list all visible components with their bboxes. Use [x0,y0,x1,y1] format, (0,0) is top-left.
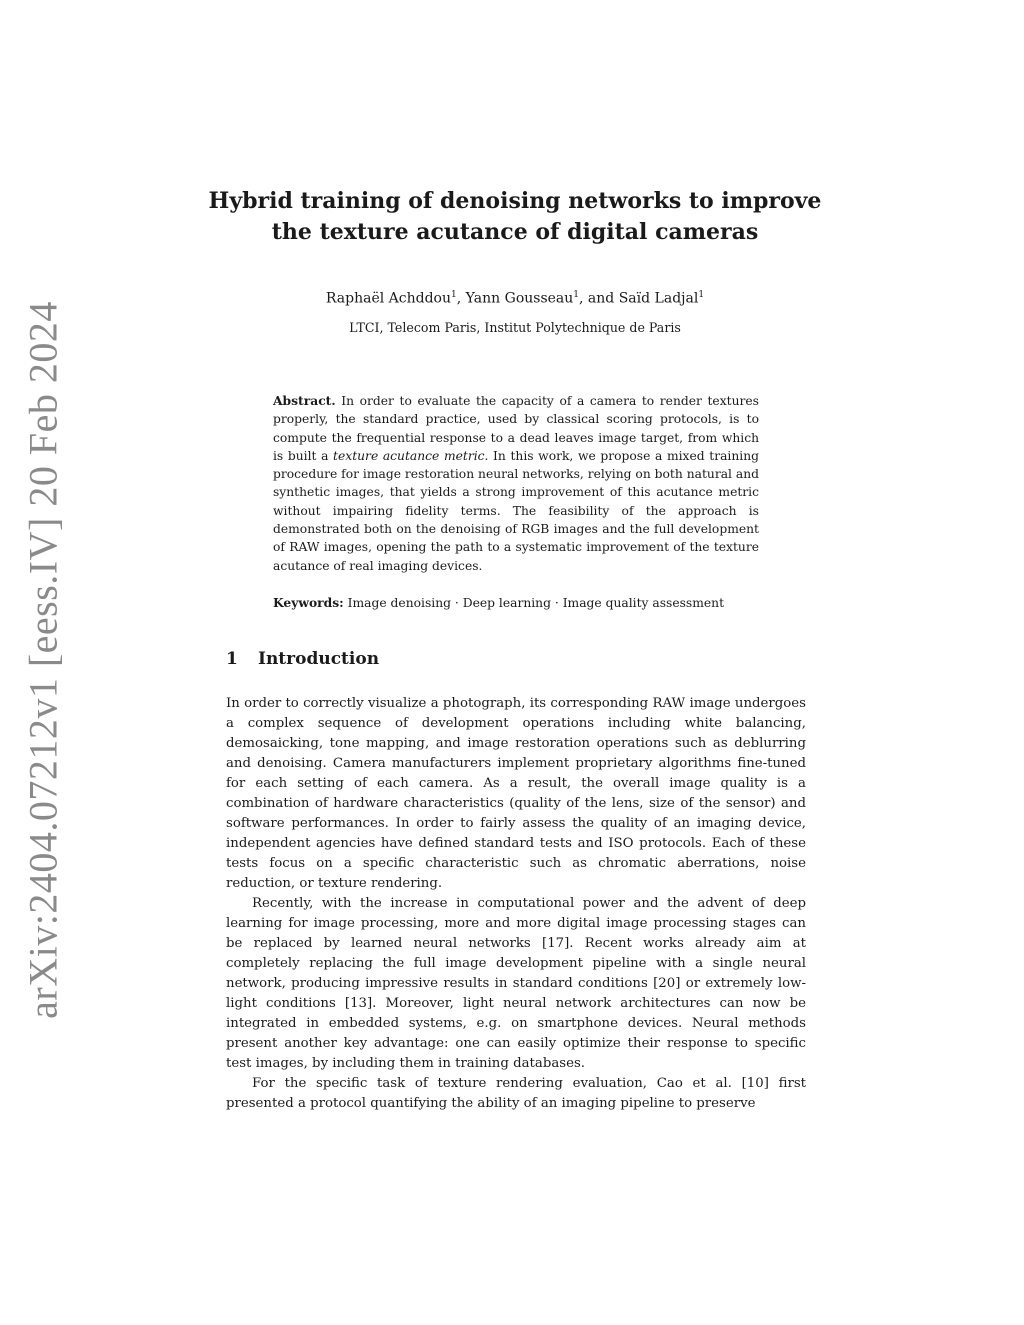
author-list [200,285,830,309]
body-paragraph: In order to correctly visualize a photograph, its corresponding RAW image undergoes a complex sequence of development operations including white balancing, demosaicking, tone mapping, and image restoration operations such as deblurring and denoising. Camera manufacturers implement proprietary algorithms fine-tuned for each setting of each camera. As a result, the overall image quality is a combination of hardware characteristics (quality of the lens, size of the sensor) and software performances. In order to fairly assess the quality of an imaging device, independent agencies have defined standard tests and ISO protocols. Each of these tests focus on a specific characteristic such as chromatic aberrations, noise reduction, or texture rendering. [226,696,806,891]
abstract-emphasis: texture acutance metric [333,448,485,463]
title-line-2: the texture acutance of digital cameras [271,219,759,245]
affiliation-mark: 1 [451,290,457,300]
title-line-1: Hybrid training of denoising networks to improve [208,188,822,214]
abstract-text: In order to evaluate the capacity of a camera to render textures properly, the standard practice, used by classical scoring protocols, is to compute the frequential response to a dead leaves image target, from which is built a [273,394,759,463]
author-name: Saïd Ladjal [618,290,699,307]
affiliation-mark: 1 [573,290,580,300]
arxiv-identifier-stamp[interactable]: arXiv:2404.07212v1 [eess.IV] 20 Feb 2024 [20,301,66,1019]
section-number: 1 [226,649,238,669]
section-title: Introduction [258,649,380,669]
author-separator: , [456,290,466,307]
author-name: Yann Gousseau [465,290,574,307]
keywords [273,594,773,612]
author-separator: , and [579,290,619,307]
body-paragraph: For the specific task of texture rendering evaluation, Cao et al. [10] first presented a protocol quantifying the ability of an imaging pipeline to preserve [226,1076,806,1111]
abstract-label: Abstract. [273,393,336,408]
author-name: Raphaël Achddou [325,290,452,307]
abstract-text-continued: . In this work, we propose a mixed training procedure for image restoration neural networks, relying on both natural and synthetic images, that yields a strong improvement of this acutance metric without impairing fidelity terms. The feasibility of the approach is demonstrated both on the denoising of RGB images and the full development of RAW images, opening the path to a systematic improvement of the texture acutance of real imaging devices. [273,448,759,573]
keywords-label: Keywords: [273,595,344,610]
section-body [226,694,806,1114]
body-paragraph: Recently, with the increase in computational power and the advent of deep learning for image processing, more and more digital image processing stages can be replaced by learned neural networks [17]. Recent works already aim at completely replacing the full image development pipeline with a single neural network, producing impressive results in standard conditions [20] or extremely low-light conditions [13]. Moreover, light neural network architectures can now be integrated in embedded systems, e.g. on smartphone devices. Neural methods present another key advantage: one can easily optimize their response to specific test images, by including them in training databases. [226,896,806,1071]
affiliation-mark: 1 [698,290,705,300]
paper-title [200,186,830,248]
keywords-text: Image denoising · Deep learning · Image quality assessment [347,596,725,610]
affiliation: LTCI, Telecom Paris, Institut Polytechnique de Paris [349,320,681,335]
abstract [273,392,759,575]
section-heading [226,647,379,671]
